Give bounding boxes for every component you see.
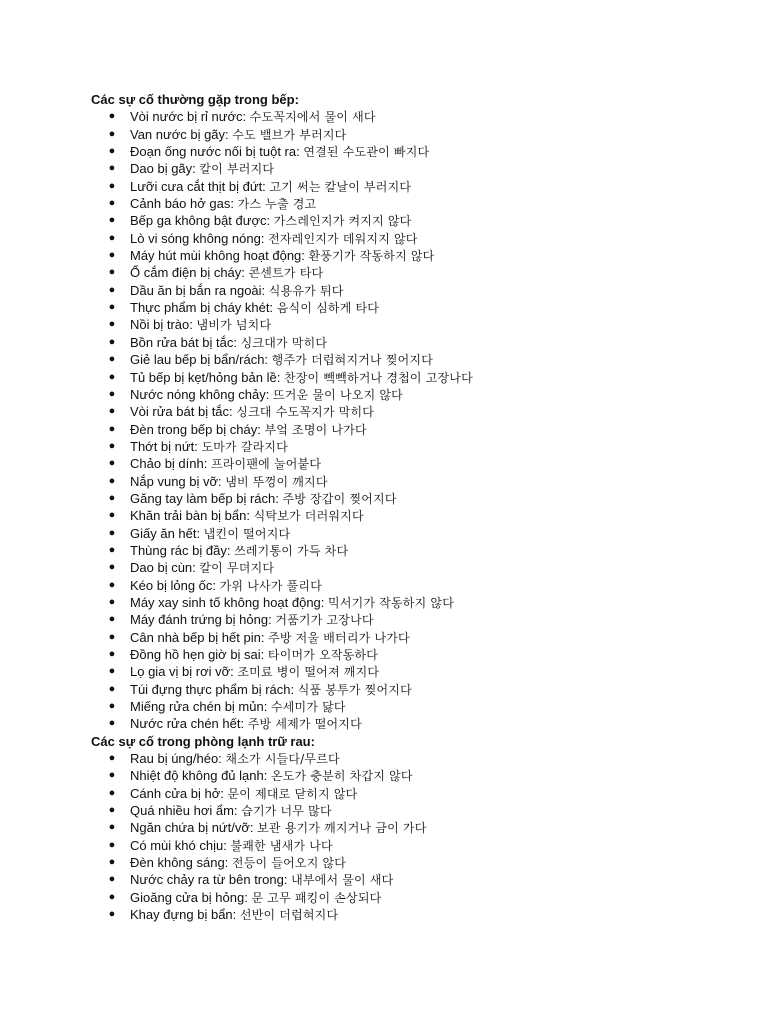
bullet-icon: ● — [108, 266, 116, 279]
list-item — [91, 299, 731, 316]
list-item — [91, 403, 731, 420]
bullet-icon: ● — [108, 682, 116, 695]
vietnamese-term: Thực phẩm bị cháy khét: — [130, 300, 274, 316]
korean-translation: 주방 세제가 떨어지다 — [247, 717, 362, 732]
list-item — [91, 178, 731, 195]
korean-translation: 전등이 들어오지 않다 — [231, 856, 347, 871]
korean-translation: 가스레인지가 켜지지 않다 — [273, 214, 412, 229]
list-item — [91, 126, 731, 143]
korean-translation: 쓰레기통이 가득 차다 — [234, 543, 349, 558]
list-item — [91, 507, 731, 524]
bullet-icon: ● — [108, 179, 116, 192]
bullet-icon: ● — [108, 752, 116, 765]
korean-translation: 뜨거운 물이 나오지 않다 — [273, 387, 403, 402]
list-item — [91, 559, 731, 576]
korean-translation: 냄비 뚜껑이 깨지다 — [225, 474, 328, 489]
bullet-list — [91, 108, 731, 732]
vietnamese-term: Thùng rác bị đầy: — [130, 542, 231, 558]
korean-translation: 습기가 너무 많다 — [241, 804, 332, 819]
list-item — [91, 629, 731, 646]
bullet-icon: ● — [108, 908, 116, 921]
list-item — [91, 108, 731, 125]
vietnamese-term: Nồi bị trào: — [130, 317, 193, 333]
list-item — [91, 854, 731, 871]
vietnamese-term: Bồn rửa bát bị tắc: — [130, 334, 237, 350]
bullet-icon: ● — [108, 890, 116, 903]
korean-translation: 거품기가 고장나다 — [275, 613, 374, 628]
bullet-icon: ● — [108, 405, 116, 418]
bullet-icon: ● — [108, 873, 116, 886]
korean-translation: 연결된 수도관이 빠지다 — [303, 145, 430, 160]
korean-translation: 문이 제대로 닫히지 않다 — [227, 786, 358, 801]
korean-translation: 싱크대 수도꼭지가 막히다 — [236, 405, 375, 420]
list-item — [91, 611, 731, 628]
vietnamese-term: Có mùi khó chịu: — [130, 837, 227, 853]
bullet-list — [91, 750, 731, 923]
bullet-icon: ● — [108, 526, 116, 539]
korean-translation: 식탁보가 더러워지다 — [253, 509, 364, 524]
bullet-icon: ● — [108, 821, 116, 834]
vietnamese-term: Cảnh báo hở gas: — [130, 196, 234, 212]
bullet-icon: ● — [108, 335, 116, 348]
korean-translation: 가스 누출 경고 — [237, 197, 317, 212]
list-item — [91, 906, 731, 923]
list-item — [91, 767, 731, 784]
list-item — [91, 230, 731, 247]
bullet-icon: ● — [108, 457, 116, 470]
vietnamese-term: Miếng rửa chén bị mủn: — [130, 699, 268, 715]
list-item — [91, 316, 731, 333]
list-item — [91, 577, 731, 594]
korean-translation: 선반이 더럽혀지다 — [239, 908, 339, 923]
vietnamese-term: Dao bị cùn: — [130, 560, 196, 576]
document-content — [91, 91, 731, 924]
korean-translation: 믹서기가 작동하지 않다 — [328, 595, 454, 610]
vietnamese-term: Lò vi sóng không nóng: — [130, 230, 265, 246]
list-item — [91, 715, 731, 732]
vietnamese-term: Chảo bị dính: — [130, 456, 208, 472]
vietnamese-term: Găng tay làm bếp bị rách: — [130, 490, 279, 506]
bullet-icon: ● — [108, 249, 116, 262]
list-item — [91, 525, 731, 542]
list-item — [91, 594, 731, 611]
vietnamese-term: Cân nhà bếp bị hết pin: — [130, 629, 265, 645]
vietnamese-term: Dầu ăn bị bắn ra ngoài: — [130, 282, 266, 298]
korean-translation: 칼이 부러지다 — [199, 162, 275, 177]
vietnamese-term: Khay đựng bị bẩn: — [130, 907, 237, 923]
vietnamese-term: Nhiệt độ không đủ lạnh: — [130, 768, 268, 784]
vietnamese-term: Kéo bị lỏng ốc: — [130, 577, 217, 593]
list-item — [91, 351, 731, 368]
list-item — [91, 455, 731, 472]
korean-translation: 냄비가 넘치다 — [196, 318, 272, 333]
korean-translation: 전자레인지가 데워지지 않다 — [268, 231, 418, 246]
list-item — [91, 698, 731, 715]
bullet-icon: ● — [108, 197, 116, 210]
vietnamese-term: Đoạn ống nước nối bị tuột ra: — [130, 144, 300, 160]
vietnamese-term: Nước rửa chén hết: — [130, 716, 245, 732]
bullet-icon: ● — [108, 145, 116, 158]
korean-translation: 콘센트가 타다 — [248, 266, 324, 281]
bullet-icon: ● — [108, 509, 116, 522]
vietnamese-term: Quá nhiều hơi ẩm: — [130, 803, 238, 819]
list-item — [91, 421, 731, 438]
bullet-icon: ● — [108, 856, 116, 869]
vietnamese-term: Máy hút mùi không hoạt động: — [130, 248, 305, 264]
korean-translation: 식품 봉투가 찢어지다 — [297, 682, 412, 697]
vietnamese-term: Khăn trải bàn bị bẩn: — [130, 508, 250, 524]
bullet-icon: ● — [108, 648, 116, 660]
list-item — [91, 663, 731, 680]
korean-translation: 식용유가 튀다 — [268, 283, 344, 298]
korean-translation: 부엌 조명이 나가다 — [264, 422, 367, 437]
bullet-icon: ● — [108, 127, 116, 140]
list-item — [91, 160, 731, 177]
korean-translation: 싱크대가 막히다 — [240, 335, 328, 350]
korean-translation: 수도꼭지에서 물이 새다 — [249, 110, 376, 125]
list-item — [91, 212, 731, 229]
bullet-icon: ● — [108, 804, 116, 817]
vietnamese-term: Cánh cửa bị hở: — [130, 785, 224, 801]
vietnamese-term: Rau bị úng/héo: — [130, 751, 222, 767]
korean-translation: 주방 저울 배터리가 나가다 — [268, 630, 410, 645]
vietnamese-term: Máy xay sinh tố không hoạt động: — [130, 594, 325, 610]
list-item — [91, 785, 731, 802]
bullet-icon: ● — [108, 110, 116, 123]
list-item — [91, 837, 731, 854]
bullet-icon: ● — [108, 231, 116, 244]
list-item — [91, 438, 731, 455]
list-item — [91, 473, 731, 490]
vietnamese-term: Van nước bị gãy: — [130, 126, 229, 142]
korean-translation: 문 고무 패킹이 손상되다 — [251, 890, 382, 905]
list-item — [91, 282, 731, 299]
list-item — [91, 334, 731, 351]
bullet-icon: ● — [108, 283, 116, 296]
bullet-icon: ● — [108, 769, 116, 782]
korean-translation: 조미료 병이 떨어져 깨지다 — [237, 665, 380, 680]
vietnamese-term: Máy đánh trứng bị hỏng: — [130, 612, 272, 628]
korean-translation: 채소가 시들다/무르다 — [225, 752, 340, 767]
bullet-icon: ● — [108, 370, 116, 383]
vietnamese-term: Ngăn chứa bị nứt/vỡ: — [130, 820, 254, 836]
korean-translation: 보관 용기가 깨지거나 금이 가다 — [257, 821, 427, 836]
bullet-icon: ● — [108, 717, 116, 730]
bullet-icon: ● — [108, 353, 116, 366]
korean-translation: 도마가 갈라지다 — [201, 439, 288, 454]
korean-translation: 수세미가 닳다 — [270, 700, 346, 715]
bullet-icon: ● — [108, 318, 116, 331]
vietnamese-term: Dao bị gãy: — [130, 161, 196, 177]
bullet-icon: ● — [108, 214, 116, 227]
korean-translation: 냅킨이 떨어지다 — [203, 526, 291, 541]
list-item — [91, 871, 731, 888]
list-item — [91, 247, 731, 264]
vietnamese-term: Đèn không sáng: — [130, 855, 229, 871]
vietnamese-term: Giấy ăn hết: — [130, 525, 201, 541]
bullet-icon: ● — [108, 422, 116, 435]
bullet-icon: ● — [108, 700, 116, 713]
korean-translation: 환풍기가 작동하지 않다 — [308, 249, 435, 264]
bullet-icon: ● — [108, 543, 116, 556]
list-item — [91, 386, 731, 403]
vietnamese-term: Lưỡi cưa cắt thịt bị đứt: — [130, 178, 266, 194]
vietnamese-term: Gioăng cửa bị hỏng: — [130, 889, 248, 905]
vietnamese-term: Nước chảy ra từ bên trong: — [130, 872, 288, 888]
korean-translation: 칼이 무뎌지다 — [199, 561, 275, 576]
vietnamese-term: Ổ cắm điện bị cháy: — [130, 265, 245, 281]
list-item — [91, 681, 731, 698]
korean-translation: 가위 나사가 풀리다 — [219, 578, 323, 593]
bullet-icon: ● — [108, 595, 116, 608]
vietnamese-term: Bếp ga không bật được: — [130, 213, 271, 229]
section-title: Các sự cố thường gặp trong bếp: — [91, 92, 299, 107]
bullet-icon: ● — [108, 561, 116, 574]
korean-translation: 불쾌한 냄새가 나다 — [230, 838, 333, 853]
korean-translation: 행주가 더럽혀지거나 찢어지다 — [271, 353, 433, 368]
korean-translation: 주방 장갑이 찢어지다 — [282, 491, 397, 506]
vietnamese-term: Túi đựng thực phẩm bị rách: — [130, 681, 295, 697]
list-item — [91, 143, 731, 160]
vietnamese-term: Tủ bếp bị kẹt/hỏng bản lề: — [130, 369, 281, 385]
bullet-icon: ● — [108, 630, 116, 643]
vietnamese-term: Vòi nước bị rỉ nước: — [130, 109, 247, 125]
list-item — [91, 889, 731, 906]
bullet-icon: ● — [108, 786, 116, 799]
vietnamese-term: Thớt bị nứt: — [130, 438, 198, 454]
vietnamese-term: Đồng hồ hẹn giờ bị sai: — [130, 647, 265, 662]
list-item — [91, 646, 731, 663]
list-item — [91, 750, 731, 767]
bullet-icon: ● — [108, 474, 116, 487]
vietnamese-term: Giẻ lau bếp bị bẩn/rách: — [130, 352, 269, 368]
vietnamese-term: Lọ gia vị bị rơi vỡ: — [130, 664, 234, 680]
bullet-icon: ● — [108, 439, 116, 452]
bullet-icon: ● — [108, 613, 116, 626]
list-item — [91, 819, 731, 836]
list-item — [91, 490, 731, 507]
bullet-icon: ● — [108, 301, 116, 314]
vietnamese-term: Nước nóng không chảy: — [130, 386, 270, 402]
korean-translation: 음식이 심하게 타다 — [276, 301, 380, 316]
list-item — [91, 802, 731, 819]
bullet-icon: ● — [108, 162, 116, 175]
korean-translation: 내부에서 물이 새다 — [291, 873, 394, 888]
korean-translation: 수도 밸브가 부러지다 — [232, 127, 347, 142]
korean-translation: 온도가 충분히 차갑지 않다 — [270, 769, 413, 784]
list-item — [91, 264, 731, 281]
korean-translation: 고기 써는 칼날이 부러지다 — [269, 179, 412, 194]
vietnamese-term: Đèn trong bếp bị cháy: — [130, 421, 261, 437]
bullet-icon: ● — [108, 491, 116, 504]
korean-translation: 타이머가 오작동하다 — [267, 648, 379, 662]
list-item — [91, 369, 731, 386]
bullet-icon: ● — [108, 838, 116, 851]
list-item — [91, 195, 731, 212]
bullet-icon: ● — [108, 578, 116, 591]
vietnamese-term: Nắp vung bị vỡ: — [130, 473, 222, 489]
korean-translation: 프라이팬에 눌어붙다 — [210, 457, 322, 472]
bullet-icon: ● — [108, 665, 116, 678]
list-item — [91, 542, 731, 559]
korean-translation: 찬장이 빽빽하거나 경첩이 고장나다 — [283, 370, 473, 385]
vietnamese-term: Vòi rửa bát bị tắc: — [130, 404, 233, 420]
bullet-icon: ● — [108, 387, 116, 400]
section-title: Các sự cố trong phòng lạnh trữ rau: — [91, 733, 315, 749]
